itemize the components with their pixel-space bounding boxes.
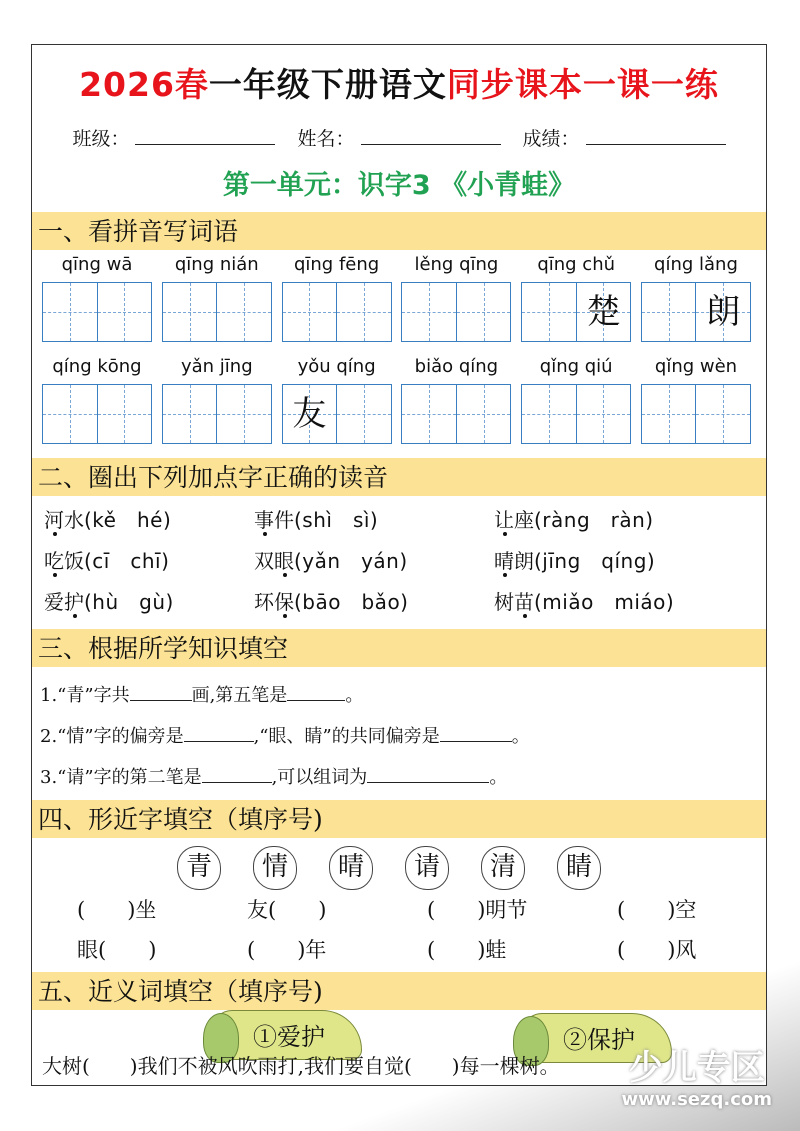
writing-cell[interactable]: [43, 385, 97, 443]
cell-char: 朗: [706, 292, 741, 332]
reading-options[interactable]: (bāo bǎo): [294, 590, 409, 614]
reading-options[interactable]: (hù gù): [84, 590, 174, 614]
char: 河: [44, 508, 64, 532]
student-info: [32, 124, 766, 151]
writing-box: [401, 384, 511, 444]
writing-cell[interactable]: [402, 385, 456, 443]
char: 座: [514, 508, 534, 532]
writing-box: [641, 282, 751, 342]
pinyin: biǎo qíng: [414, 356, 499, 377]
pinyin: qīng fēng: [293, 254, 380, 275]
class-field[interactable]: [135, 127, 275, 145]
q1-text2: 画,第五笔是: [191, 685, 288, 706]
writing-cell[interactable]: [97, 385, 152, 443]
char: 饭: [64, 549, 84, 573]
word-item: [401, 250, 511, 342]
pinyin: qīng chǔ: [537, 254, 616, 275]
word-item: [282, 352, 392, 444]
fill-blanks: [32, 667, 766, 798]
character-cloud: 青: [177, 846, 221, 890]
reading-item: [254, 504, 494, 533]
writing-cell[interactable]: [642, 283, 696, 341]
writing-cell[interactable]: [216, 283, 271, 341]
paren-blank[interactable]: 眼( ): [77, 938, 157, 962]
writing-cell[interactable]: [336, 385, 391, 443]
q1-blank2[interactable]: [287, 683, 345, 701]
reading-item: [494, 586, 744, 615]
writing-box: [162, 282, 272, 342]
word-item: [401, 352, 511, 444]
reading-item: [44, 504, 254, 533]
writing-cell[interactable]: [97, 283, 152, 341]
section-3-header: 三、根据所学知识填空: [32, 629, 766, 667]
writing-box: [42, 282, 152, 342]
unit-title: 第一单元：识字3 《小青蛙》: [222, 170, 576, 201]
watermark: [622, 1040, 773, 1110]
character-cloud: 请: [405, 846, 449, 890]
section-4-header: 四、形近字填空（填序号): [32, 800, 766, 838]
writing-cell[interactable]: [163, 385, 217, 443]
q2-text: 2.“情”字的偏旁是: [40, 726, 184, 747]
pinyin: qīng nián: [174, 254, 259, 275]
pinyin: lěng qīng: [414, 254, 499, 275]
synonym-2: ②保护: [563, 1026, 635, 1054]
paren-blank[interactable]: ( )蛙: [427, 938, 507, 962]
reading-options[interactable]: (shì sì): [294, 508, 379, 532]
char: 水: [64, 508, 84, 532]
paren-blank[interactable]: ( )明节: [427, 898, 528, 922]
word-row: [32, 352, 766, 444]
pinyin: qíng kōng: [52, 356, 142, 377]
reading-list: [32, 496, 766, 615]
worksheet: [31, 44, 767, 1086]
writing-cell[interactable]: [695, 283, 750, 341]
word-row: [32, 250, 766, 342]
word-item: [282, 250, 392, 342]
cell-char: 楚: [586, 292, 621, 332]
synonym-sentence: 大树( )我们不被风吹雨打,我们要自觉( )每一棵树。: [42, 1054, 560, 1078]
word-item: [42, 352, 152, 444]
word-item: [641, 250, 751, 342]
char: 件: [274, 508, 294, 532]
section-1-header: 一、看拼音写词语: [32, 212, 766, 250]
paren-blank[interactable]: ( )年: [247, 938, 327, 962]
char: 朗: [514, 549, 534, 573]
writing-cell[interactable]: [216, 385, 271, 443]
reading-options[interactable]: (kě hé): [84, 508, 172, 532]
title-grade: 一年级下册语文: [208, 65, 447, 104]
reading-options[interactable]: (jīng qíng): [534, 549, 656, 573]
paren-blank[interactable]: ( )风: [617, 938, 697, 962]
writing-box: [521, 384, 631, 444]
character-cloud: 情: [253, 846, 297, 890]
reading-item: [494, 545, 744, 574]
q3-blank1[interactable]: [202, 765, 272, 783]
reading-item: [44, 586, 254, 615]
char: 事: [254, 508, 274, 532]
writing-cell[interactable]: [576, 385, 631, 443]
char: 双: [254, 549, 274, 573]
writing-cell[interactable]: [456, 385, 511, 443]
pinyin: qíng lǎng: [654, 254, 738, 275]
watermark-url: www.sezq.com: [621, 1089, 772, 1110]
q2-blank2[interactable]: [440, 724, 512, 742]
writing-cell[interactable]: [522, 385, 576, 443]
writing-cell[interactable]: [43, 283, 97, 341]
character-cloud: 清: [481, 846, 525, 890]
char: 爱: [44, 590, 64, 614]
char: 苗: [514, 590, 534, 614]
reading-item: [254, 545, 494, 574]
writing-box: [42, 384, 152, 444]
writing-cell[interactable]: [522, 283, 576, 341]
paren-blanks: [32, 890, 766, 964]
char: 让: [494, 508, 514, 532]
writing-cell[interactable]: [163, 283, 217, 341]
title-series: 同步课本一课一练: [446, 65, 719, 104]
watermark-name: 少儿专区: [628, 1048, 765, 1088]
writing-box: [521, 282, 631, 342]
writing-cell[interactable]: [402, 283, 456, 341]
char: 保: [274, 590, 294, 614]
writing-cell[interactable]: [336, 283, 391, 341]
q2-end: 。: [511, 726, 530, 747]
character-cloud: 晴: [329, 846, 373, 890]
word-item: [42, 250, 152, 342]
writing-cell[interactable]: [695, 385, 750, 443]
writing-cell[interactable]: [642, 385, 696, 443]
reading-options[interactable]: (cī chī): [84, 549, 170, 573]
char: 护: [64, 590, 84, 614]
writing-box: [282, 282, 392, 342]
character-cloud: 睛: [557, 846, 601, 890]
name-field[interactable]: [361, 127, 501, 145]
writing-box: [162, 384, 272, 444]
reading-options[interactable]: (yǎn yán): [294, 549, 408, 573]
pinyin: yǎn jīng: [180, 356, 253, 377]
paren-blank[interactable]: 友( ): [247, 898, 327, 922]
char: 吃: [44, 549, 64, 573]
char: 树: [494, 590, 514, 614]
writing-cell[interactable]: [456, 283, 511, 341]
q3-text2: ,可以组词为: [271, 767, 368, 788]
synonym-1: ①爱护: [253, 1023, 325, 1051]
word-item: [521, 250, 631, 342]
character-clouds: [32, 846, 766, 890]
q1-text: 1.“青”字共: [40, 685, 130, 706]
score-field[interactable]: [586, 127, 726, 145]
paren-blank[interactable]: ( )空: [617, 898, 697, 922]
paren-blank[interactable]: ( )坐: [77, 898, 157, 922]
word-item: [641, 352, 751, 444]
writing-box: [641, 384, 751, 444]
reading-item: [254, 586, 494, 615]
writing-cell[interactable]: [576, 283, 631, 341]
pinyin: qīng wā: [61, 254, 133, 275]
reading-item: [44, 545, 254, 574]
worksheet-title: [32, 59, 766, 106]
section-5-header: 五、近义词填空（填序号): [32, 972, 766, 1010]
section-2-header: 二、圈出下列加点字正确的读音: [32, 458, 766, 496]
char: 眼: [274, 549, 294, 573]
q2-text2: ,“眼、睛”的共同偏旁是: [253, 726, 440, 747]
title-year: 2026春: [79, 65, 209, 104]
char: 晴: [494, 549, 514, 573]
q1-end: 。: [345, 685, 364, 706]
word-item: [162, 250, 272, 342]
writing-cell[interactable]: [283, 283, 337, 341]
reading-options[interactable]: (ràng ràn): [534, 508, 654, 532]
reading-item: [494, 504, 744, 533]
class-label: 班级：: [72, 128, 130, 150]
name-label: 姓名：: [297, 128, 355, 150]
word-item: [162, 352, 272, 444]
score-label: 成绩：: [522, 128, 580, 150]
pinyin: qǐng qiú: [539, 356, 613, 377]
word-item: [521, 352, 631, 444]
writing-cell[interactable]: [283, 385, 337, 443]
reading-options[interactable]: (miǎo miáo): [534, 590, 675, 614]
q2-blank1[interactable]: [184, 724, 254, 742]
q3-end: 。: [489, 767, 508, 788]
cell-char: 友: [292, 394, 327, 434]
char: 环: [254, 590, 274, 614]
q3-blank2[interactable]: [367, 765, 489, 783]
pinyin: yǒu qíng: [297, 356, 376, 377]
q1-blank1[interactable]: [130, 683, 192, 701]
writing-box: [401, 282, 511, 342]
word-grid: [32, 250, 766, 444]
q3-text: 3.“请”字的第二笔是: [40, 767, 202, 788]
pinyin: qǐng wèn: [654, 356, 738, 377]
writing-box: [282, 384, 392, 444]
